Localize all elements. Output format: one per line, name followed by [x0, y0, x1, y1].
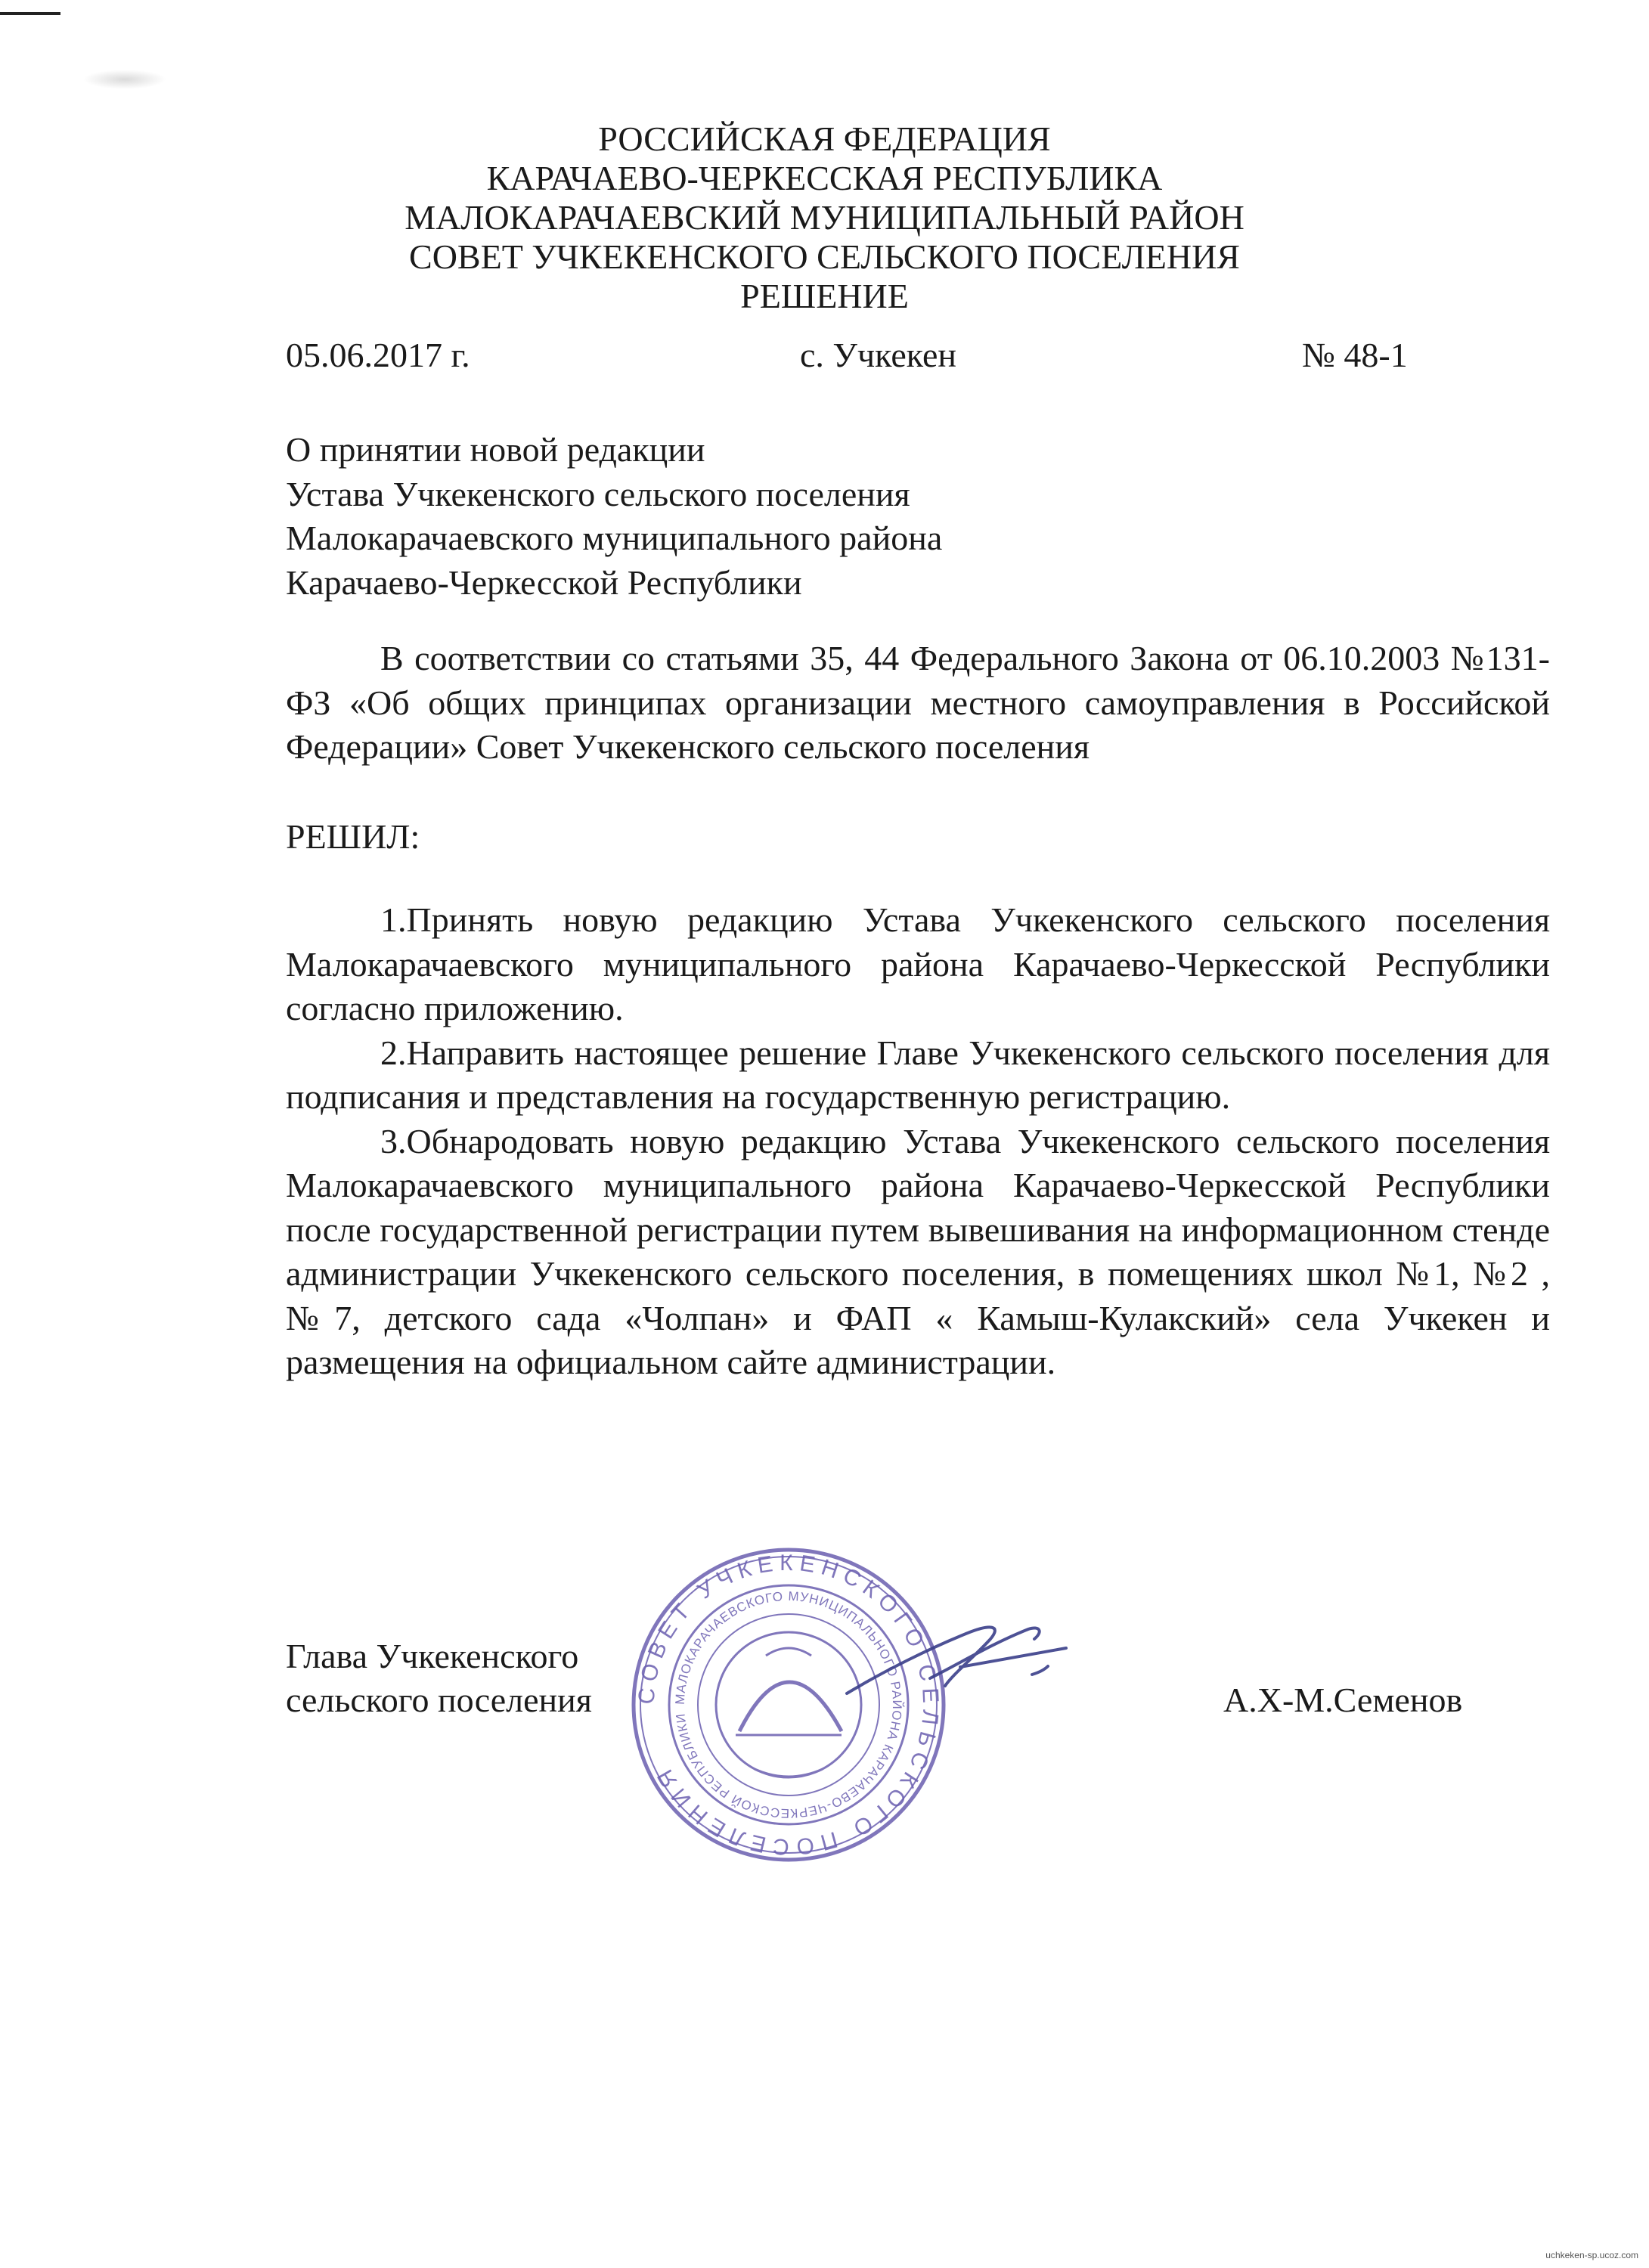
resolved-block	[286, 815, 1550, 860]
footer-url: uchkeken-sp.ucoz.com	[1545, 2250, 1638, 2260]
header-country: РОССИЙСКАЯ ФЕДЕРАЦИЯ	[598, 119, 1051, 158]
header-district: МАЛОКАРАЧАЕВСКИЙ МУНИЦИПАЛЬНЫЙ РАЙОН	[405, 198, 1244, 237]
header-republic: КАРАЧАЕВО-ЧЕРКЕССКАЯ РЕСПУБЛИКА	[486, 159, 1163, 197]
subject-line: Устава Учкекенского сельского поселения	[286, 474, 910, 513]
preamble-block	[286, 637, 1550, 770]
signatory-title-line: Глава Учкекенского	[286, 1637, 579, 1675]
header-council: СОВЕТ УЧКЕКЕНСКОГО СЕЛЬСКОГО ПОСЕЛЕНИЯ	[409, 237, 1240, 276]
handwritten-signature	[839, 1603, 1074, 1709]
scan-smudge	[83, 70, 166, 89]
scan-corner-mark	[0, 12, 60, 15]
resolved-label: РЕШИЛ:	[286, 817, 420, 856]
signatory-title	[286, 1634, 592, 1722]
decision-item-3: 3.Обнародовать новую редакцию Устава Учкекенского сельского поселения Малокарачаевского муниципального района Карачаево-Черкесской Республики после государственной регистрации путем вывешивания на информационном стенде администрации Учкекенского сельского поселения, в помещениях школ №1, №2 ,№7, детского сада «Чолпан» и ФАП « Камыш-Кулакский» села Учкекен и размещения на официальном сайте администрации.	[286, 1121, 1550, 1381]
document-type: РЕШЕНИЕ	[740, 277, 909, 315]
decision-place: с. Учкекен	[800, 336, 956, 374]
decision-date: 05.06.2017 г.	[286, 336, 470, 374]
decision-number: № 48-1	[1302, 336, 1408, 374]
document-header	[0, 119, 1649, 316]
decision-item-1: 1.Принять новую редакцию Устава Учкекенского сельского поселения Малокарачаевского муниципального района Карачаево-Черкесской Республики согласно приложению.	[286, 900, 1550, 1027]
decision-items	[286, 898, 1550, 1385]
decision-item-2: 2.Направить настоящее решение Главе Учкекенского сельского поселения для подписания и представления на государственную регистрацию.	[286, 1033, 1550, 1116]
signatory-title-line: сельского поселения	[286, 1681, 592, 1719]
decision-subject	[286, 428, 942, 605]
subject-line: Карачаево-Черкесской Республики	[286, 562, 802, 602]
stamp-inner-text: МАЛОКАРАЧАЕВСКОГО МУНИЦИПАЛЬНОГО РАЙОНА КАРАЧАЕВО-ЧЕРКЕССКОЙ РЕСПУБЛИКИ	[672, 1588, 905, 1821]
signatory-name: А.Х-М.Семенов	[1223, 1681, 1463, 1719]
preamble-paragraph: В соответствии со статьями 35, 44 Федерального Закона от 06.10.2003 №131-ФЗ «Об общих принципах организации местного самоуправления в Российской Федерации» Совет Учкекенского сельского поселения	[286, 639, 1550, 766]
stamp-outer-text: СОВЕТ УЧКЕКЕНСКОГО СЕЛЬСКОГО ПОСЕЛЕНИЯ	[634, 1550, 944, 1860]
subject-line: О принятии новой редакции	[286, 430, 705, 469]
subject-line: Малокарачаевского муниципального района	[286, 519, 943, 557]
